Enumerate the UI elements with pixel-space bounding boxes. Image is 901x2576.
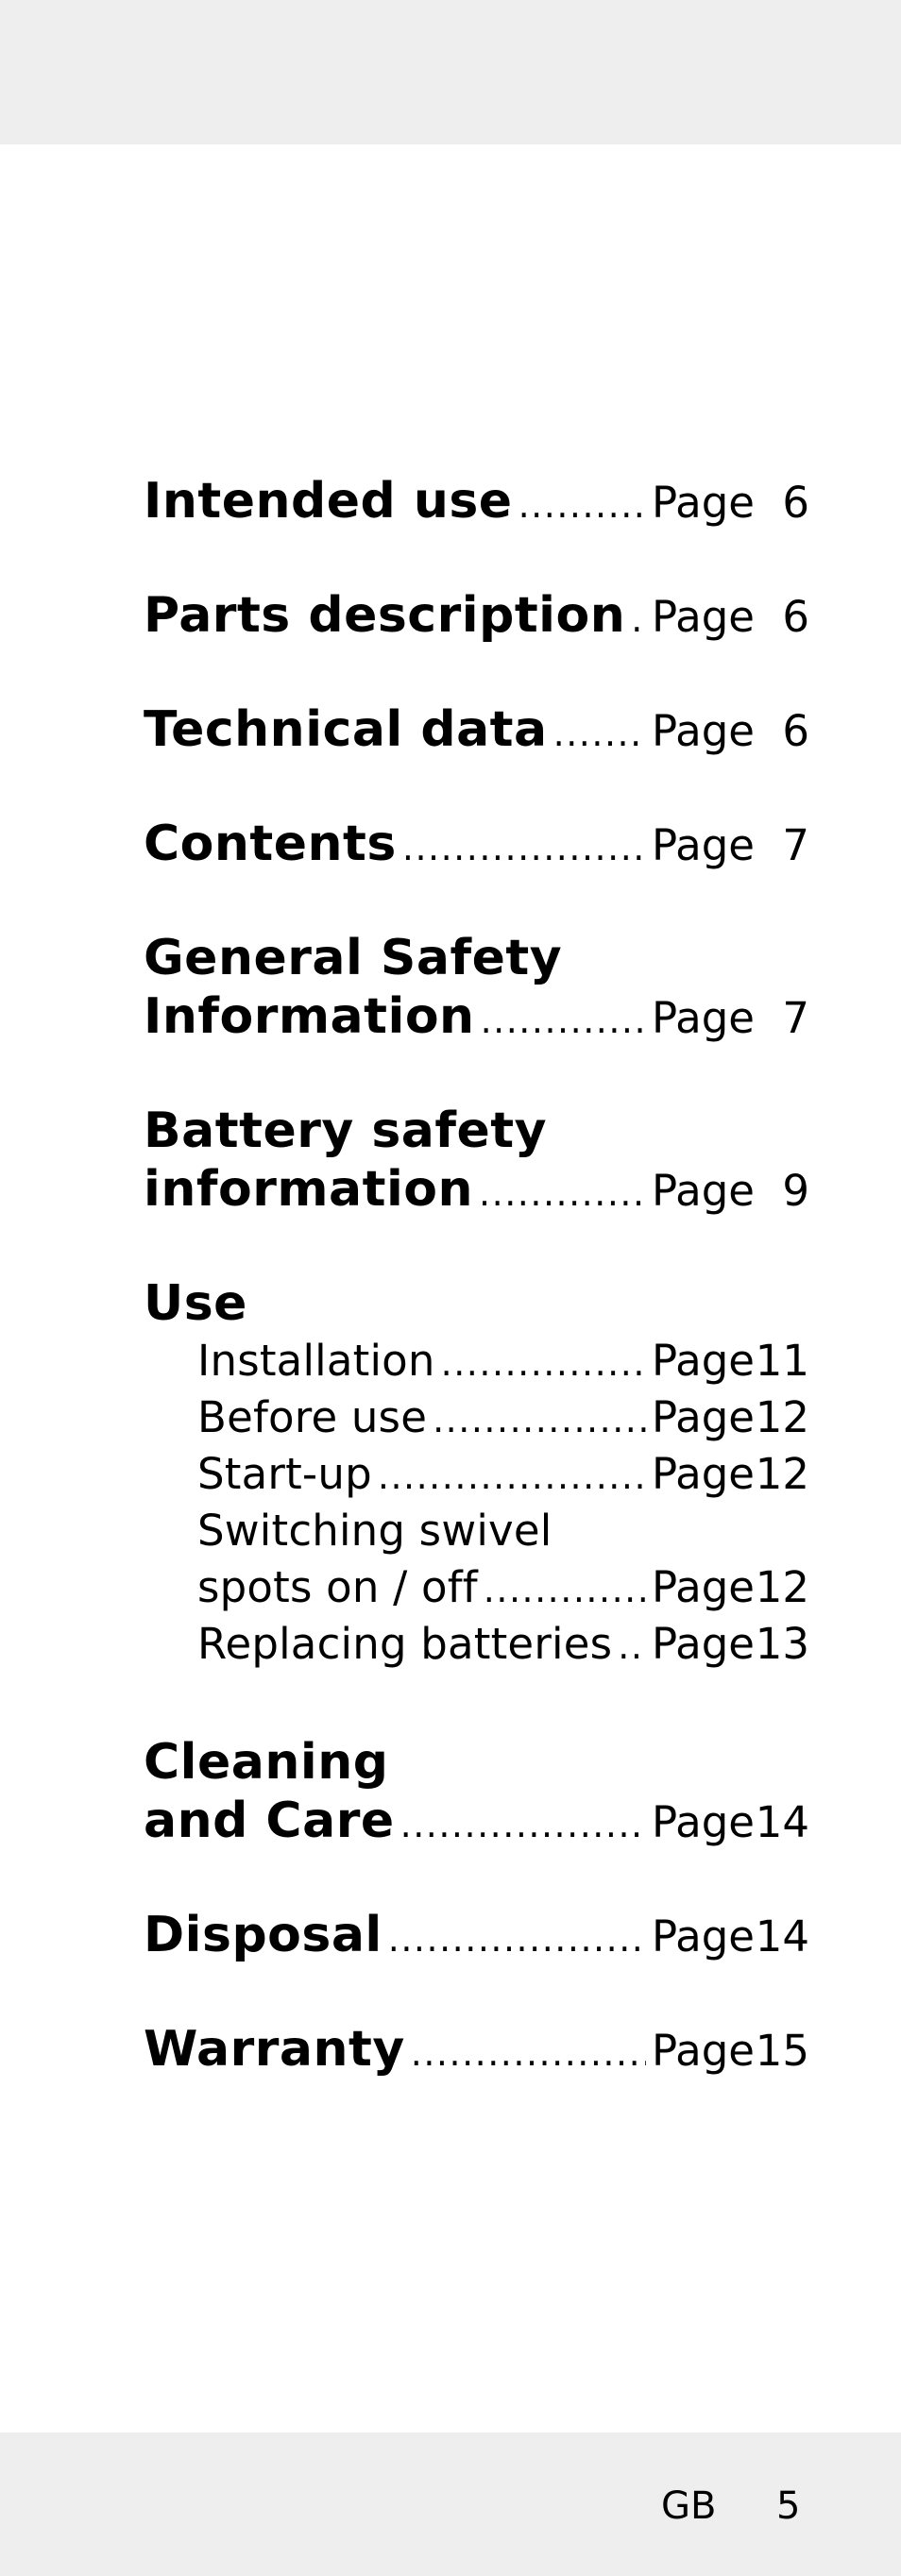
toc-entry-title-line: Battery safety	[144, 1103, 548, 1159]
toc-section-title: Use	[144, 1275, 247, 1332]
page-number: 11	[755, 1336, 809, 1386]
toc-entry-technical-data	[144, 700, 809, 760]
toc-entry-battery-safety	[144, 1102, 809, 1220]
page-label: Page	[652, 1911, 755, 1961]
dot-leader	[400, 1804, 646, 1845]
page-label: Page	[652, 1166, 755, 1216]
dot-leader	[618, 1625, 646, 1667]
page-number: 14	[755, 1911, 809, 1961]
toc-entry-general-safety	[144, 929, 809, 1047]
page-number: 12	[755, 1449, 809, 1499]
language-code: GB	[661, 2484, 717, 2528]
toc-subentry-switching-spots	[197, 1559, 809, 1616]
dot-leader	[479, 1172, 646, 1214]
page-number: 9	[782, 1166, 809, 1216]
page-number: 13	[755, 1619, 809, 1669]
toc-entry-title: information	[144, 1161, 474, 1218]
page-number: 12	[755, 1562, 809, 1612]
toc-subentry-replacing-batteries	[197, 1616, 809, 1673]
toc-entry-intended-use	[144, 472, 809, 531]
toc-entry-title: Technical data	[144, 701, 548, 758]
page-number: 14	[755, 1797, 809, 1847]
page-number: 7	[782, 820, 809, 870]
toc-subentries	[144, 1333, 809, 1673]
toc-subentry-title: Installation	[197, 1336, 435, 1386]
page-label: Page	[652, 1619, 755, 1669]
dot-leader	[484, 1569, 646, 1610]
table-of-contents	[144, 472, 809, 2134]
toc-entry-cleaning-care	[144, 1733, 809, 1851]
toc-subentry-title: Start-up	[197, 1449, 372, 1499]
page-label: Page	[652, 2026, 755, 2076]
page-number: 15	[755, 2026, 809, 2076]
page-label: Page	[652, 1336, 755, 1386]
toc-entry-title: Contents	[144, 816, 397, 872]
toc-subentry-title: Before use	[197, 1392, 428, 1442]
page-number: 12	[755, 1392, 809, 1442]
toc-subentry-title: Replacing batteries	[197, 1619, 613, 1669]
page-label: Page	[652, 478, 755, 528]
dot-leader	[378, 1456, 646, 1497]
dot-leader	[411, 2032, 646, 2074]
toc-entry-title: Intended use	[144, 473, 513, 530]
dot-leader	[553, 713, 646, 754]
toc-entry-title-line: Cleaning	[144, 1734, 389, 1791]
toc-subentry-installation	[197, 1333, 809, 1389]
toc-entry-warranty	[144, 2020, 809, 2079]
page-number: 7	[782, 993, 809, 1043]
toc-entry-disposal	[144, 1906, 809, 1965]
page-number: 6	[782, 706, 809, 756]
toc-section-use	[144, 1274, 809, 1673]
toc-entry-title: Warranty	[144, 2021, 405, 2078]
toc-entry-title: Parts description	[144, 587, 626, 644]
dot-leader	[402, 827, 646, 868]
toc-entry-title: Disposal	[144, 1907, 382, 1963]
dot-leader	[441, 1342, 646, 1384]
toc-subentry-start-up	[197, 1446, 809, 1503]
toc-subentry-title: spots on / off	[197, 1562, 478, 1612]
toc-entry-title: and Care	[144, 1793, 395, 1849]
page-label: Page	[652, 993, 755, 1043]
page-label: Page	[652, 1797, 755, 1847]
footer-page-number: 5	[776, 2484, 801, 2528]
page-label: Page	[652, 1392, 755, 1442]
toc-entry-contents	[144, 815, 809, 874]
page-footer	[0, 2473, 901, 2539]
toc-entry-title-line: General Safety	[144, 930, 563, 986]
page-label: Page	[652, 820, 755, 870]
toc-subentry-title-line: Switching swivel	[197, 1506, 552, 1556]
toc-subentry-before-use	[197, 1389, 809, 1446]
toc-entry-parts-description	[144, 586, 809, 646]
dot-leader	[388, 1918, 646, 1960]
dot-leader	[433, 1399, 646, 1440]
page-number: 6	[782, 592, 809, 642]
page-label: Page	[652, 592, 755, 642]
page-label: Page	[652, 1449, 755, 1499]
dot-leader	[518, 484, 646, 526]
dot-leader	[631, 598, 646, 640]
page-label: Page	[652, 1562, 755, 1612]
toc-entry-title: Information	[144, 988, 475, 1045]
page-label: Page	[652, 706, 755, 756]
dot-leader	[481, 1000, 646, 1041]
top-margin-band	[0, 0, 901, 144]
page-number: 6	[782, 478, 809, 528]
